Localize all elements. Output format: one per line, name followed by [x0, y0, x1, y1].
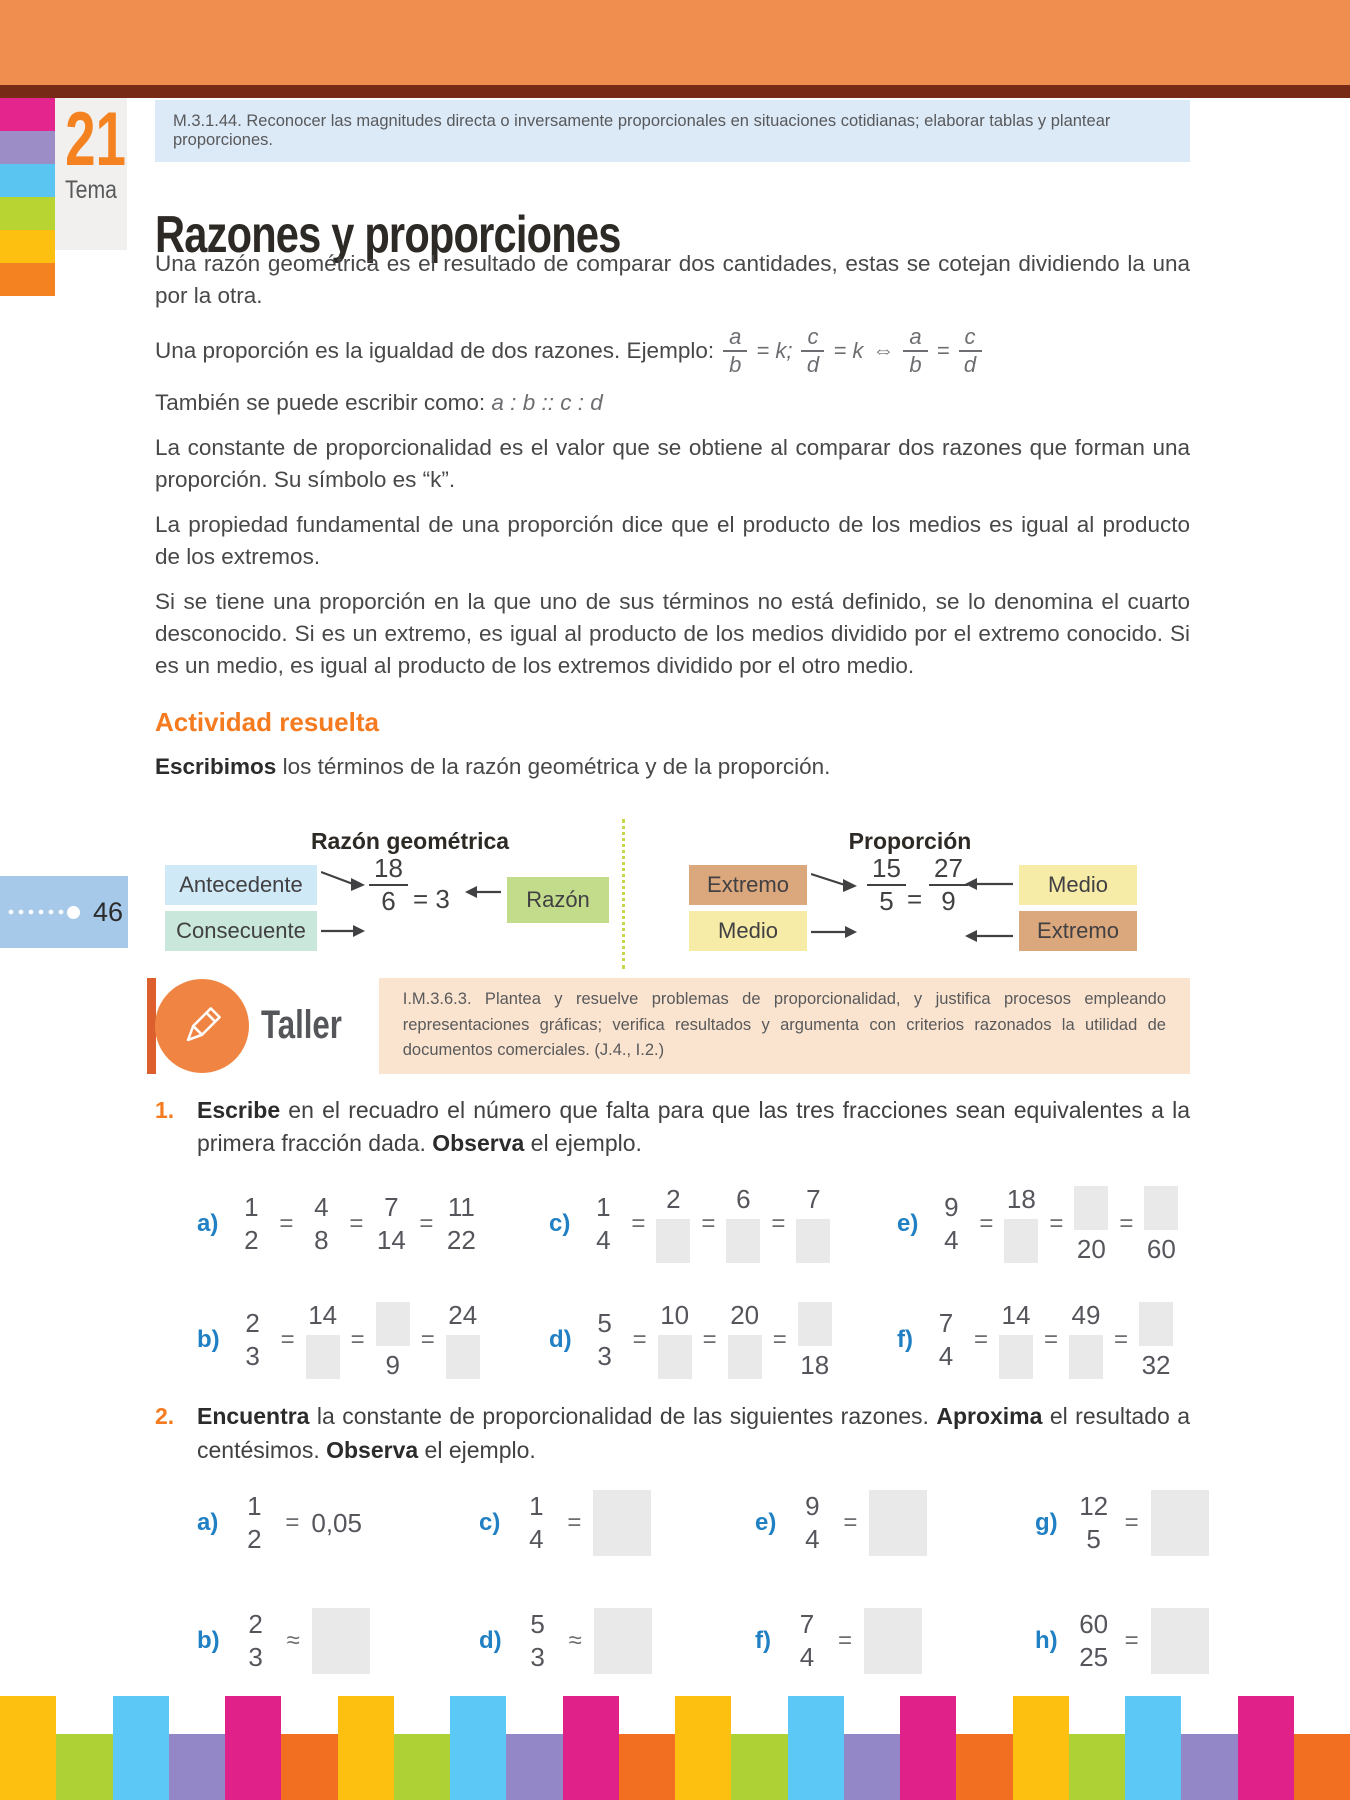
- denominator: 4: [529, 1523, 544, 1554]
- tema-tab-0: [0, 98, 55, 131]
- ex2-item-h: [1035, 1599, 1209, 1683]
- numerator: 7: [938, 1307, 954, 1338]
- fraction: [656, 1299, 694, 1379]
- arrow-antecedente: [321, 869, 367, 893]
- approx-sign: ≈: [286, 1626, 300, 1654]
- fraction: [304, 1299, 342, 1379]
- intro-paragraph-1: Una razón geométrica es el resultado de comparar dos cantidades, estas se cotejan dividiendo la una por la otra.: [155, 251, 1190, 308]
- answer-box[interactable]: [593, 1490, 651, 1556]
- numerator: 4: [314, 1191, 329, 1222]
- extremo-bottom-right-label: Extremo: [1019, 911, 1137, 951]
- equals-sign: =: [702, 1326, 717, 1354]
- numerator: 18: [1006, 1183, 1036, 1214]
- equals-sign: =: [701, 1210, 716, 1238]
- page-title: Razones y proporciones: [155, 205, 621, 264]
- taller-band: [147, 978, 1190, 1074]
- tema-tab-2: [0, 164, 55, 197]
- fraction: [232, 1191, 270, 1256]
- equals-sign: =: [279, 1210, 294, 1238]
- standard-text: M.3.1.44. Reconocer las magnitudes directa o inversamente proporcionales en situaciones cotidianas; elaborar tablas y plantear proporciones.: [173, 112, 1111, 149]
- exercise-2-number: 2.: [155, 1403, 175, 1430]
- fraction: [1067, 1299, 1105, 1379]
- numerator: 6: [736, 1183, 751, 1214]
- footer-bar-10: [563, 1696, 619, 1800]
- numerator: 9: [805, 1490, 820, 1521]
- footer-bar-17: [956, 1734, 1012, 1800]
- arrow-medio-left: [811, 925, 859, 939]
- fraction: [788, 1608, 826, 1672]
- answer-box[interactable]: [864, 1608, 922, 1674]
- answer-box[interactable]: [594, 1608, 652, 1674]
- answer-box[interactable]: [999, 1335, 1033, 1379]
- denominator: 14: [376, 1225, 406, 1256]
- numerator: 60: [1079, 1608, 1109, 1639]
- diagram-divider: [622, 819, 625, 969]
- footer-bar-14: [788, 1696, 844, 1800]
- taller-standard-text: I.M.3.6.3. Plantea y resuelve problemas de proporcionalidad, y justifica procesos empleando representaciones gráficas; verifica resultados y argumenta con criterios razonados la utilidad de documentos comerciales. (J.4., I.2.): [402, 990, 1166, 1060]
- taller-badge: [155, 979, 249, 1073]
- fraction: [234, 1307, 272, 1372]
- formula-op-2: = k: [833, 338, 864, 364]
- answer-value: 0,05: [311, 1507, 362, 1538]
- footer-bar-9: [506, 1734, 562, 1800]
- statement-text: en el recuadro el número que falta para que las tres fracciones sean equivalentes a la primera fracción dada.: [197, 1096, 1190, 1156]
- answer-box[interactable]: [796, 1219, 830, 1263]
- statement-text: el ejemplo.: [524, 1129, 642, 1156]
- exercise-2: [155, 1400, 1190, 1683]
- equals-sign: =: [1114, 1326, 1129, 1354]
- fraction-cd-1: $\frac{c}{d}$: [801, 325, 824, 377]
- fraction: [586, 1307, 624, 1372]
- denominator: 5: [1086, 1523, 1101, 1554]
- fraction: [1137, 1302, 1175, 1379]
- fraction: [519, 1608, 557, 1672]
- equals-sign: =: [1124, 1508, 1139, 1536]
- footer-bar-21: [1181, 1734, 1237, 1800]
- footer-bar-6: [338, 1696, 394, 1800]
- item-label: d): [479, 1626, 502, 1654]
- exercise-1: [155, 1094, 1190, 1385]
- medio-top-right-label: Medio: [1019, 865, 1137, 905]
- answer-box[interactable]: [656, 1219, 690, 1263]
- exercise-1-grid: [197, 1180, 1190, 1384]
- page-number-badge: [0, 876, 128, 948]
- exercise-2-grid: [197, 1481, 1190, 1683]
- footer-bar-13: [731, 1734, 787, 1800]
- standards-box: [155, 100, 1190, 162]
- proportion-example-line: [155, 325, 1190, 377]
- intro-paragraph-5: La propiedad fundamental de una proporción dice que el producto de los medios es igual al producto de los extremos.: [155, 512, 1190, 569]
- footer-bar-16: [900, 1696, 956, 1800]
- numerator: 14: [308, 1299, 338, 1330]
- numerator: 7: [806, 1183, 821, 1214]
- item-label: f): [755, 1626, 771, 1654]
- equals-sign: =: [973, 1326, 988, 1354]
- tema-number: 21: [65, 97, 126, 182]
- exercise-2-statement: [197, 1400, 1190, 1467]
- item-label: g): [1035, 1508, 1058, 1536]
- numerator: 2: [245, 1307, 260, 1338]
- fraction: [584, 1191, 622, 1256]
- denominator: 4: [805, 1523, 820, 1554]
- fraction: [932, 1191, 970, 1256]
- equals-sign: =: [632, 1326, 647, 1354]
- denominator: 18: [800, 1349, 830, 1380]
- numerator: 5: [530, 1608, 545, 1639]
- fraction-ab-1: $\frac{a}{b}$: [723, 325, 747, 377]
- equals-sign: =: [350, 1326, 365, 1354]
- consecuente-label: Consecuente: [165, 911, 317, 951]
- answer-box[interactable]: [1004, 1219, 1038, 1263]
- footer-bar-3: [169, 1734, 225, 1800]
- fraction: [724, 1183, 762, 1263]
- statement-text: los términos de la razón geométrica y de la proporción.: [276, 753, 831, 779]
- equals-sign: =: [285, 1508, 300, 1536]
- intro-paragraph-6: Si se tiene una proporción en la que uno de sus términos no está definido, se lo denomina el cuarto desconocido. Si es un extremo, es igual al producto de los medios dividido por el extremo conocido. Si es un medio, es igual al producto de los extremos dividido por el otro medio.: [155, 588, 1190, 678]
- approx-sign: ≈: [568, 1626, 582, 1654]
- numerator: 7: [384, 1191, 399, 1222]
- arrow-extremo-right: [963, 929, 1015, 943]
- fraction: [442, 1191, 480, 1256]
- ex2-item-f: [755, 1599, 1035, 1683]
- tema-tab-3: [0, 197, 55, 230]
- footer-bar-12: [675, 1696, 731, 1800]
- denominator: 4: [596, 1225, 611, 1256]
- denominator: 3: [245, 1341, 260, 1372]
- footer-bar-1: [56, 1734, 112, 1800]
- footer-bar-7: [394, 1734, 450, 1800]
- fraction: [927, 1307, 965, 1372]
- numerator: 49: [1071, 1299, 1101, 1330]
- arrow-razon: [463, 885, 503, 899]
- dotted-leader: [6, 909, 66, 915]
- fraction: [1075, 1490, 1113, 1554]
- numerator: 9: [944, 1191, 959, 1222]
- tema-tab-4: [0, 230, 55, 263]
- answer-box[interactable]: [1151, 1608, 1209, 1674]
- exercise-2-header: [155, 1400, 1190, 1467]
- numerator: 14: [1001, 1299, 1031, 1330]
- item-label: e): [897, 1210, 919, 1238]
- taller-standard-box: [379, 978, 1190, 1074]
- answer-box[interactable]: [376, 1302, 410, 1346]
- fraction: [654, 1183, 692, 1263]
- equals-sign: =: [280, 1326, 295, 1354]
- denominator: 3: [248, 1641, 263, 1672]
- main-content: [155, 248, 1190, 1683]
- statement-keyword: Aproxima: [936, 1403, 1043, 1430]
- intro-paragraph-4: La constante de proporcionalidad es el valor que se obtiene al comparar dos razones que forman una proporción. Su símbolo es “k”.: [155, 435, 1190, 493]
- razon-fraction: $\frac{18}{6}$: [369, 855, 408, 916]
- answer-box[interactable]: [726, 1219, 760, 1263]
- intro-paragraph-3: También se puede escribir como: a : b :: c : d: [155, 390, 603, 416]
- ex2-item-g: [1035, 1481, 1209, 1565]
- arrow-consecuente: [321, 924, 367, 938]
- ex2-item-a: [197, 1481, 479, 1565]
- answer-box[interactable]: [306, 1335, 340, 1379]
- denominator: 3: [530, 1641, 545, 1672]
- leader-dot: [67, 906, 80, 919]
- answer-box[interactable]: [1069, 1335, 1103, 1379]
- item-label: e): [755, 1508, 777, 1536]
- ex1-item-f: [897, 1296, 1190, 1384]
- ex1-item-c: [549, 1180, 897, 1268]
- ex2-item-b: [197, 1599, 479, 1683]
- tema-tab-5: [0, 263, 55, 296]
- footer-bar-23: [1294, 1734, 1350, 1800]
- ex2-item-c: [479, 1481, 755, 1565]
- arrow-extremo-left: [811, 871, 859, 893]
- ex2-item-d: [479, 1599, 755, 1683]
- footer-bar-2: [113, 1696, 169, 1800]
- footer-bar-19: [1069, 1734, 1125, 1800]
- statement-keyword: Encuentra: [197, 1403, 310, 1430]
- item-label: d): [549, 1326, 572, 1354]
- header-orange-band: [0, 0, 1350, 85]
- fraction: [372, 1191, 410, 1256]
- fraction: [1142, 1186, 1180, 1263]
- formula-op-3: =: [936, 338, 950, 364]
- answer-box[interactable]: [312, 1608, 370, 1674]
- numerator: 1: [529, 1490, 544, 1521]
- item-label: a): [197, 1210, 219, 1238]
- answer-box[interactable]: [1139, 1302, 1173, 1346]
- denominator: 3: [597, 1341, 612, 1372]
- equals-sign: =: [631, 1210, 646, 1238]
- denominator: 4: [799, 1641, 815, 1672]
- footer-bar-15: [844, 1734, 900, 1800]
- item-label: b): [197, 1626, 220, 1654]
- footer-bar-11: [619, 1734, 675, 1800]
- proporcion-title: Proporción: [848, 827, 972, 854]
- antecedente-label: Antecedente: [165, 865, 317, 905]
- denominator: 4: [944, 1225, 959, 1256]
- numerator: 11: [447, 1191, 475, 1222]
- equals-sign: =: [1124, 1626, 1139, 1654]
- numerator: 5: [597, 1307, 612, 1338]
- answer-box[interactable]: [869, 1490, 927, 1556]
- equals-sign: =: [837, 1626, 852, 1654]
- ex2-item-e: [755, 1481, 1035, 1565]
- numerator: 2: [248, 1608, 263, 1639]
- fraction: [237, 1608, 275, 1672]
- numerator: 2: [666, 1183, 681, 1214]
- exercise-1-number: 1.: [155, 1096, 175, 1123]
- razon-result: = 3: [413, 883, 450, 914]
- actividad-lead: [155, 751, 1190, 783]
- proporcion-fraction-1: $\frac{15}{5}$: [867, 855, 906, 916]
- pencil-icon: [174, 998, 230, 1054]
- tema-box: [55, 98, 127, 250]
- exercise-1-statement: [197, 1094, 1190, 1161]
- denominator: 22: [446, 1225, 476, 1256]
- fraction: [997, 1299, 1035, 1379]
- footer-bar-8: [450, 1696, 506, 1800]
- numerator: 7: [799, 1608, 815, 1639]
- taller-label: Taller: [261, 1003, 342, 1048]
- statement-keyword: Escribimos: [155, 753, 277, 779]
- formula-op-1: = k;: [756, 338, 793, 364]
- equals-sign: =: [420, 1326, 435, 1354]
- footer-bar-20: [1125, 1696, 1181, 1800]
- equals-sign: =: [567, 1508, 582, 1536]
- denominator: 25: [1079, 1641, 1109, 1672]
- denominator: 2: [244, 1225, 259, 1256]
- arrow-medio-right: [963, 877, 1015, 891]
- footer-bar-5: [281, 1734, 337, 1800]
- extremo-top-left-label: Extremo: [689, 865, 807, 905]
- header-brown-bar: [0, 85, 1350, 98]
- denominator: 8: [314, 1225, 329, 1256]
- footer-bar-4: [225, 1696, 281, 1800]
- footer-bar-18: [1013, 1696, 1069, 1800]
- actividad-heading: Actividad resuelta: [155, 706, 379, 737]
- fraction: [1072, 1186, 1110, 1263]
- numerator: 1: [596, 1191, 611, 1222]
- equals-sign: =: [979, 1210, 994, 1238]
- equals-sign: =: [349, 1210, 364, 1238]
- statement-keyword: Escribe: [197, 1096, 281, 1123]
- fraction-ab-2: $\frac{a}{b}$: [903, 325, 927, 377]
- answer-box[interactable]: [1074, 1186, 1108, 1230]
- equals-sign: =: [843, 1508, 858, 1536]
- fraction: [444, 1299, 482, 1379]
- numerator: 1: [244, 1191, 259, 1222]
- footer-bar-0: [0, 1696, 56, 1800]
- fraction: [302, 1191, 340, 1256]
- answer-box[interactable]: [1144, 1186, 1178, 1230]
- equals-sign: =: [771, 1210, 786, 1238]
- abcd-notation: a : b :: c : d: [491, 390, 603, 416]
- statement-text: la constante de proporcionalidad de las siguientes razones.: [309, 1403, 937, 1430]
- ex1-item-d: [549, 1296, 897, 1384]
- medio-bottom-left-label: Medio: [689, 911, 807, 951]
- answer-box[interactable]: [658, 1335, 692, 1379]
- statement-text: el resultado a centésimos.: [197, 1403, 1190, 1463]
- item-label: c): [549, 1210, 571, 1238]
- fraction: [374, 1302, 412, 1379]
- answer-box[interactable]: [728, 1335, 762, 1379]
- ex1-item-b: [197, 1296, 549, 1384]
- denominator: 32: [1141, 1349, 1171, 1380]
- proporcion-equals: =: [907, 883, 923, 914]
- razon-box-label: Razón: [507, 877, 609, 923]
- numerator: 20: [730, 1299, 760, 1330]
- numerator: 12: [1079, 1490, 1109, 1521]
- tab-strip: [0, 98, 55, 296]
- equals-sign: =: [1049, 1210, 1064, 1238]
- fraction: [1002, 1183, 1040, 1263]
- answer-box[interactable]: [446, 1335, 480, 1379]
- statement-text: el ejemplo.: [418, 1436, 536, 1463]
- footer-bar-22: [1238, 1696, 1294, 1800]
- iff-symbol: ⇔: [872, 338, 895, 364]
- fraction: [235, 1490, 273, 1554]
- answer-box[interactable]: [1151, 1490, 1209, 1556]
- statement-keyword: Observa: [432, 1129, 525, 1156]
- exercise-1-header: [155, 1094, 1190, 1161]
- fraction: [726, 1299, 764, 1379]
- page-number: 46: [93, 896, 124, 927]
- equals-sign: =: [772, 1326, 787, 1354]
- item-label: f): [897, 1326, 913, 1354]
- equals-sign: =: [419, 1210, 434, 1238]
- fraction: [517, 1490, 555, 1554]
- numerator: 1: [247, 1490, 262, 1521]
- ex1-item-e: [897, 1180, 1190, 1268]
- fraction: [796, 1302, 834, 1379]
- fraction: [1075, 1608, 1113, 1672]
- intro-paragraph-2-prefix: Una proporción es la igualdad de dos razones. Ejemplo:: [155, 338, 715, 364]
- denominator: 60: [1146, 1233, 1176, 1264]
- worked-example-diagram: [155, 825, 1190, 970]
- item-label: a): [197, 1508, 219, 1536]
- item-label: h): [1035, 1626, 1058, 1654]
- footer-bars: [0, 1692, 1350, 1800]
- ex1-item-a: [197, 1180, 549, 1268]
- fraction: [794, 1183, 832, 1263]
- numerator: 24: [448, 1299, 478, 1330]
- razon-title: Razón geométrica: [310, 827, 510, 854]
- denominator: 9: [385, 1349, 400, 1380]
- answer-box[interactable]: [798, 1302, 832, 1346]
- equals-sign: =: [1044, 1326, 1059, 1354]
- proporcion-fraction-2: $\frac{27}{9}$: [929, 855, 968, 916]
- tema-label: Tema: [65, 176, 117, 205]
- numerator: 10: [660, 1299, 690, 1330]
- item-label: c): [479, 1508, 501, 1536]
- denominator: 20: [1076, 1233, 1106, 1264]
- item-label: b): [197, 1326, 220, 1354]
- fraction: [793, 1490, 831, 1554]
- denominator: 4: [938, 1341, 954, 1372]
- tema-tab-1: [0, 131, 55, 164]
- fraction-cd-2: $\frac{c}{d}$: [959, 325, 982, 377]
- denominator: 2: [247, 1523, 262, 1554]
- equals-sign: =: [1119, 1210, 1134, 1238]
- statement-keyword: Observa: [326, 1436, 419, 1463]
